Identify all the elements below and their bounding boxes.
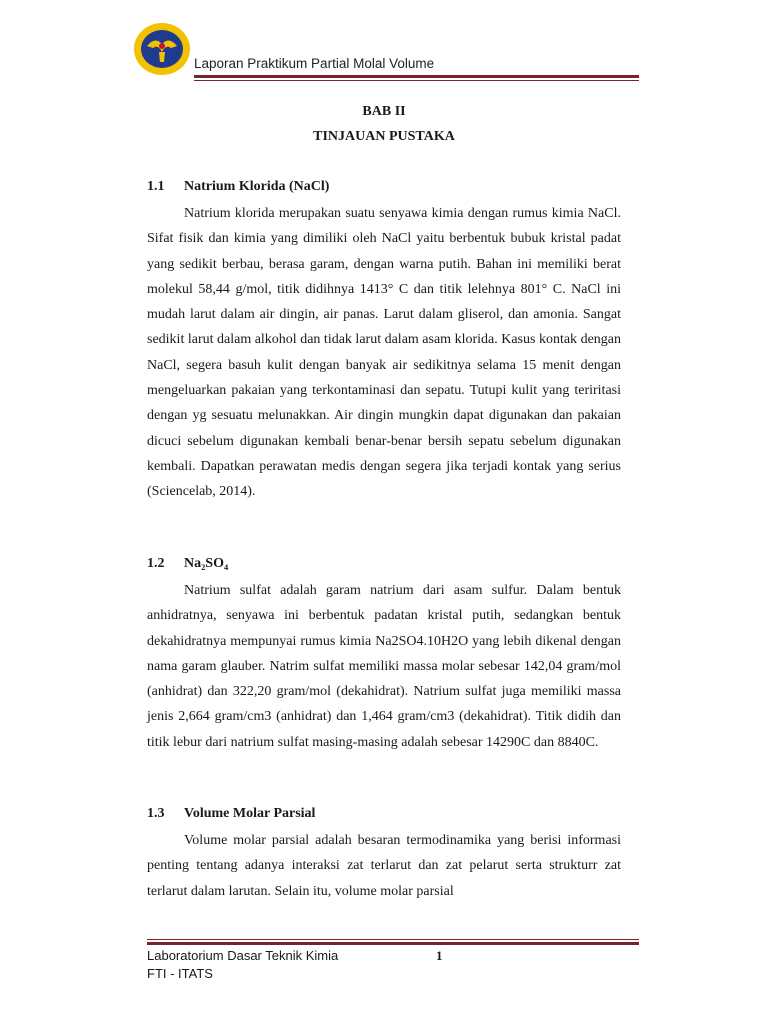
section-number: 1.1 — [147, 179, 165, 194]
footer-department: FTI - ITATS — [147, 966, 213, 981]
section-number: 1.2 — [147, 556, 165, 571]
section-number: 1.3 — [147, 806, 165, 821]
footer-lab-name: Laboratorium Dasar Teknik Kimia — [147, 948, 339, 963]
section-heading — [147, 179, 329, 195]
section-heading — [147, 556, 228, 572]
section-paragraph: Natrium sulfat adalah garam natrium dari asam sulfur. Dalam bentuk anhidratnya, senyawa ini berbentuk padatan kristal putih, sedangkan bentuk dekahidratnya mempunyai rumus kimia Na2SO4.10H2O yang lebih dikenal dengan nama garam glauber. Natrim sulfat memiliki massa molar sebesar 142,04 gram/mol (anhidrat) dan 322,20 gram/mol (dekahidrat). Natrium sulfat juga memiliki massa jenis 2,664 gram/cm3 (anhidrat) dan 1,464 gram/cm3 (dekahidrat). Titik didih dan titik lebur dari natrium sulfat masing-masing adalah sebesar 14290C dan 8840C. — [147, 583, 621, 750]
chapter-number: BAB II — [362, 104, 406, 119]
section-title: Natrium Klorida (NaCl) — [184, 179, 330, 194]
header-divider — [194, 75, 639, 78]
section-heading — [147, 806, 315, 822]
section-title: Volume Molar Parsial — [184, 806, 316, 821]
institute-logo — [133, 22, 191, 76]
footer-divider — [147, 942, 639, 945]
header-divider-thin — [194, 80, 639, 81]
section-paragraph: Volume molar parsial adalah besaran termodinamika yang berisi informasi penting tentang adanya interaksi zat terlarut dan zat pelarut serta strukturr zat terlarut dalam larutan. Selain itu, volume molar parsial — [147, 833, 621, 899]
page-number: 1 — [436, 948, 443, 963]
section-title: Na₂SO₄ — [184, 556, 229, 571]
chapter-title: TINJAUAN PUSTAKA — [313, 129, 455, 144]
section-paragraph: Natrium klorida merupakan suatu senyawa kimia dengan rumus kimia NaCl. Sifat fisik dan kimia yang dimiliki oleh NaCl yaitu berbentuk bubuk kristal padat yang sedikit berbau, berasa garam, dengan warna putih. Bahan ini memiliki berat molekul 58,44 g/mol, titik didihnya 1413° C dan titik lelehnya 801° C. NaCl ini mudah larut dalam air dingin, air panas. Larut dalam gliserol, dan amonia. Sangat sedikit larut dalam alkohol dan tidak larut dalam asam klorida. Kasus kontak dengan NaCl, segera basuh kulit dengan banyak air sedikitnya selama 15 menit dengan mengeluarkan pakaian yang terkontaminasi dan sepatu. Tutupi kulit yang teriritasi dengan yg sesuatu melunakkan. Air dingin mungkin dapat digunakan dan pakaian dicuci sebelum digunakan kembali benar-benar bersih sepatu sebelum digunakan kembali. Dapatkan perawatan medis dengan segera jika terjadi kontak yang serius (Sciencelab, 2014). — [147, 206, 621, 500]
header-title: Laporan Praktikum Partial Molal Volume — [194, 56, 435, 71]
footer-divider-thin — [147, 939, 639, 940]
